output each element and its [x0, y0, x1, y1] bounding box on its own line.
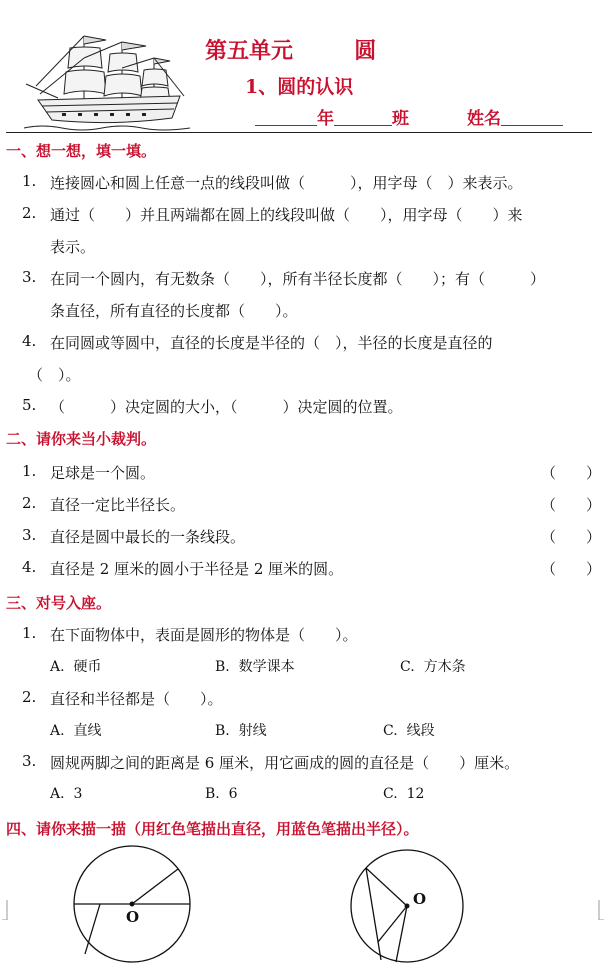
s3-question-3: 圆规两脚之间的距离是 6 厘米，用它画成的圆的直径是（ ）厘米。 [50, 754, 520, 772]
circle-figure-2[interactable] [351, 850, 463, 962]
circle-2-center-label: O [413, 890, 427, 908]
answer-parentheses[interactable]: （ ） [541, 560, 602, 578]
question-number: 4. [22, 332, 37, 350]
class-label: 班 [392, 109, 409, 129]
circles-figure [0, 838, 607, 966]
s1-question-3-line-2: 条直径，所有直径的长度都（ ）。 [50, 302, 298, 320]
circle-1-center-point [130, 902, 135, 907]
s1-question-5: （ ）决定圆的大小，（ ）决定圆的位置。 [50, 398, 403, 416]
s3-q3-option-c[interactable]: C. 12 [383, 786, 425, 802]
s3-q1-option-c[interactable]: C. 方木条 [400, 659, 466, 675]
s2-question-2: 直径一定比半径长。 [50, 496, 186, 514]
answer-parentheses[interactable]: （ ） [541, 464, 602, 482]
circle-2-segment-2 [378, 906, 407, 942]
circle-2-segment-1 [366, 868, 407, 906]
lesson-title: 1、圆的认识 [245, 76, 354, 98]
year-label: 年 [317, 109, 334, 129]
student-info-line [255, 104, 563, 129]
s3-q2-option-a[interactable]: A. 直线 [50, 723, 102, 739]
section-4-title: 四、请你来描一描（用红色笔描出直径，用蓝色笔描出半径）。 [6, 820, 419, 838]
question-number: 2. [22, 494, 37, 512]
s1-question-1: 连接圆心和圆上任意一点的线段叫做（ ），用字母（ ）来表示。 [50, 174, 523, 192]
s3-q3-option-a[interactable]: A. 3 [50, 786, 83, 802]
question-number: 5. [22, 396, 37, 414]
circle-1-center-label: O [126, 908, 140, 926]
question-number: 4. [22, 558, 37, 576]
s1-question-3-line-1: 在同一个圆内，有无数条（ ），所有半径长度都（ ）；有（ ） [50, 270, 546, 288]
s2-question-4: 直径是 2 厘米的圆小于半径是 2 厘米的圆。 [50, 560, 344, 578]
section-2-title: 二、请你来当小裁判。 [6, 430, 157, 448]
name-label: 姓名 [467, 109, 501, 129]
name-blank[interactable] [501, 109, 563, 126]
s3-q1-option-b[interactable]: B. 数学课本 [215, 659, 295, 675]
s3-q2-option-b[interactable]: B. 射线 [215, 723, 267, 739]
question-number: 3. [22, 752, 37, 770]
s3-q2-option-c[interactable]: C. 线段 [383, 723, 435, 739]
sailing-ship-illustration [22, 28, 192, 134]
section-3-title: 三、对号入座。 [6, 594, 112, 612]
page-corner-mark-right [598, 900, 604, 920]
unit-title: 第五单元 圆 [205, 38, 377, 64]
year-blank[interactable] [255, 109, 317, 126]
section-1-title: 一、想一想，填一填。 [6, 142, 157, 160]
s3-question-2: 直径和半径都是（ ）。 [50, 690, 223, 708]
question-number: 3. [22, 526, 37, 544]
circle-2-segment-3 [396, 906, 407, 962]
s1-question-2-line-2: 表示。 [50, 238, 96, 256]
s1-question-4-line-2: （ ）。 [28, 366, 81, 384]
s1-question-4-line-1: 在同圆或等圆中，直径的长度是半径的（ ），半径的长度是直径的 [50, 334, 493, 352]
question-number: 2. [22, 688, 37, 706]
s2-question-3: 直径是圆中最长的一条线段。 [50, 528, 246, 546]
question-number: 1. [22, 172, 37, 190]
s3-question-1: 在下面物体中，表面是圆形的物体是（ ）。 [50, 626, 358, 644]
class-blank[interactable] [334, 109, 392, 126]
circle-2-center-point [405, 904, 410, 909]
circle-figure-1[interactable] [74, 846, 190, 962]
page-corner-mark-left [2, 900, 8, 920]
question-number: 1. [22, 624, 37, 642]
s3-q3-option-b[interactable]: B. 6 [205, 786, 238, 802]
answer-parentheses[interactable]: （ ） [541, 528, 602, 546]
s3-q1-option-a[interactable]: A. 硬币 [50, 659, 102, 675]
question-number: 2. [22, 204, 37, 222]
question-number: 3. [22, 268, 37, 286]
question-number: 1. [22, 462, 37, 480]
answer-parentheses[interactable]: （ ） [541, 496, 602, 514]
s1-question-2-line-1: 通过（ ）并且两端都在圆上的线段叫做（ ），用字母（ ）来 [50, 206, 523, 224]
s2-question-1: 足球是一个圆。 [50, 464, 156, 482]
header-divider [6, 132, 592, 133]
circle-1-radius [132, 869, 178, 904]
